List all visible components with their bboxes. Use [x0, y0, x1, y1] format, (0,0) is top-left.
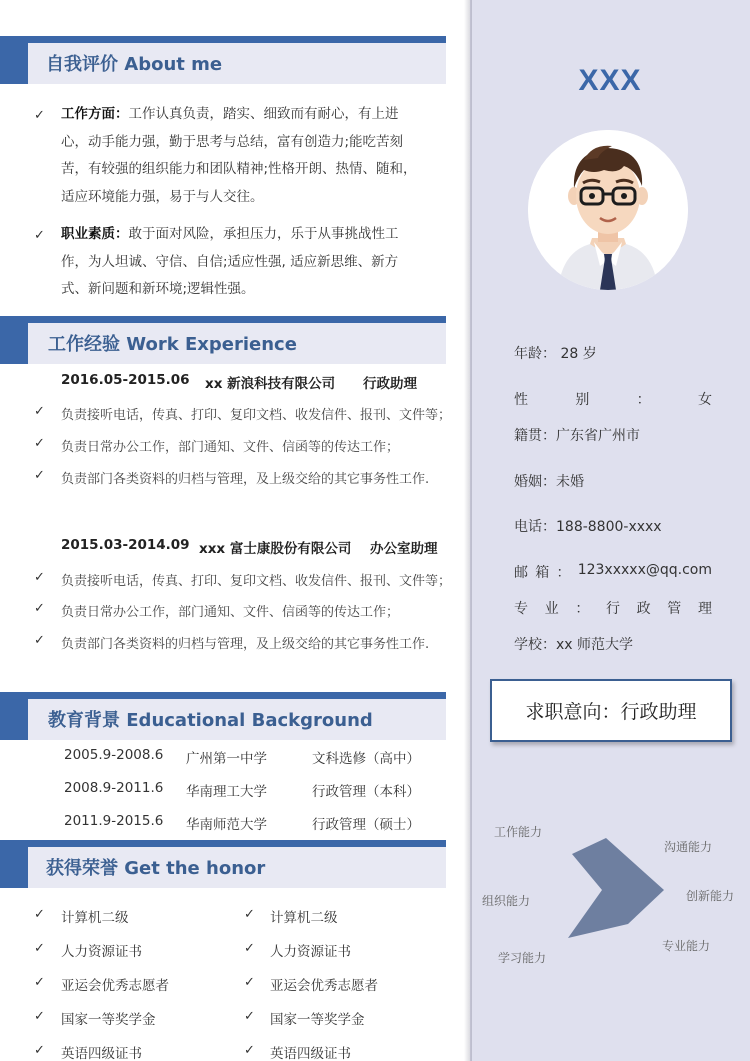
honor-item: 英语四级证书: [270, 1046, 351, 1061]
honor-item: 亚运会优秀志愿者: [270, 978, 378, 994]
about-item-label: 工作方面：: [61, 106, 129, 122]
job-company: xxx 富士康股份有限公司: [199, 541, 352, 557]
origin-field: 籍贯：广东省广州市: [514, 428, 640, 444]
check-icon: ✓: [244, 907, 255, 922]
section-title-work: 工作经验 Work Experience: [48, 334, 297, 355]
job-duty: 负责日常办公工作，部门通知、文件、信函等的传达工作；: [61, 605, 400, 620]
edu-degree: 行政管理（本科）: [312, 784, 420, 800]
email-label-colon: ：: [556, 565, 571, 581]
job-duty: 负责日常办公工作，部门通知、文件、信函等的传达工作；: [61, 440, 400, 455]
school-field: 学校：xx 师范大学: [514, 637, 634, 653]
job-duty: 负责接听电话，传真、打印、复印文档、收发信件、报刊、文件等；: [61, 408, 452, 423]
check-icon: ✓: [244, 941, 255, 956]
honor-item: 国家一等奖学金: [61, 1012, 156, 1028]
edu-school: 华南理工大学: [186, 784, 267, 800]
about-item-label: 职业素质：: [61, 226, 129, 242]
gender-field: [514, 389, 712, 409]
check-icon: ✓: [244, 1043, 255, 1058]
email-value: 123xxxxx@qq.com: [577, 562, 712, 578]
skills-radar-polygon: [568, 838, 664, 938]
section-header-about: [0, 36, 446, 84]
major-value-char: 理: [697, 601, 712, 617]
section-title-honor: 获得荣誉 Get the honor: [46, 858, 266, 879]
job-duty: 负责部门各类资料的归档与管理，及上级交给的其它事务性工作.: [61, 637, 430, 652]
edu-degree: 行政管理（硕士）: [312, 817, 420, 833]
job-objective: 求职意向：行政助理: [490, 679, 732, 742]
marriage-field: 婚姻：未婚: [514, 474, 584, 490]
radar-label-organization: 组织能力: [482, 894, 531, 908]
honor-item: 英语四级证书: [61, 1046, 142, 1061]
section-title-about: 自我评价 About me: [46, 54, 223, 75]
check-icon: ✓: [34, 907, 45, 922]
check-icon: ✓: [34, 1043, 45, 1058]
job-company: xx 新浪科技有限公司: [205, 376, 336, 392]
check-icon: ✓: [34, 404, 45, 419]
edu-school: 华南师范大学: [186, 817, 267, 833]
job-date: 2016.05-2015.06: [61, 372, 190, 388]
email-label-char: 箱: [535, 565, 550, 581]
major-value-char: 行: [605, 601, 620, 617]
job-duty: 负责部门各类资料的归档与管理，及上级交给的其它事务性工作.: [61, 472, 430, 487]
major-value-char: 管: [667, 601, 682, 617]
job-position: 行政助理: [363, 376, 417, 392]
job-duty: 负责接听电话，传真、打印、复印文档、收发信件、报刊、文件等；: [61, 574, 452, 589]
check-icon: ✓: [34, 601, 45, 616]
avatar-illustration-icon: [528, 130, 688, 290]
honor-item: 人力资源证书: [61, 944, 142, 960]
section-title-education: 教育背景 Educational Background: [48, 710, 373, 731]
major-label-colon: ：: [575, 601, 590, 617]
gender-value: 女: [697, 392, 712, 408]
check-icon: ✓: [34, 1009, 45, 1024]
edu-period: 2008.9-2011.6: [64, 780, 164, 796]
edu-period: 2005.9-2008.6: [64, 747, 164, 763]
major-field: [514, 598, 712, 618]
about-item-text: 敢于面对风险，承担压力，乐于从事挑战性工作，为人坦诚、守信、自信;适应性强, 适应新思维、新方式、新问题和新环境;逻辑性强。: [61, 226, 399, 297]
section-header-honor: [0, 840, 446, 888]
check-icon: ✓: [34, 468, 45, 483]
major-label-char: 专: [514, 601, 528, 617]
gender-label-char: 别: [575, 392, 590, 408]
major-value-char: 政: [636, 601, 651, 617]
check-icon: ✓: [34, 108, 45, 123]
radar-label-professional: 专业能力: [662, 939, 711, 953]
job-position: 办公室助理: [370, 541, 438, 557]
skills-radar: [478, 810, 750, 980]
about-item-work: [61, 101, 425, 211]
radar-label-communication: 沟通能力: [664, 840, 713, 854]
email-field: [514, 562, 712, 582]
job-date: 2015.03-2014.09: [61, 537, 190, 553]
honor-item: 计算机二级: [61, 910, 129, 926]
edu-degree: 文科选修（高中）: [312, 751, 420, 767]
about-item-quality: [61, 221, 425, 304]
check-icon: ✓: [34, 975, 45, 990]
honor-item: 亚运会优秀志愿者: [61, 978, 169, 994]
section-header-education: [0, 692, 446, 740]
check-icon: ✓: [34, 570, 45, 585]
avatar: [528, 130, 688, 290]
radar-label-learning: 学习能力: [498, 951, 547, 965]
email-label-char: 邮: [514, 565, 528, 581]
check-icon: ✓: [34, 436, 45, 451]
edu-period: 2011.9-2015.6: [64, 813, 164, 829]
radar-label-work: 工作能力: [494, 825, 543, 839]
honor-item: 人力资源证书: [270, 944, 351, 960]
edu-school: 广州第一中学: [186, 751, 267, 767]
phone-field: 电话：188-8800-xxxx: [514, 519, 662, 535]
check-icon: ✓: [34, 633, 45, 648]
gender-label-colon: ：: [636, 392, 651, 408]
candidate-name: XXX: [578, 64, 642, 97]
radar-label-innovation: 创新能力: [686, 889, 735, 903]
age-field: 年龄： 28 岁: [514, 346, 597, 362]
honor-item: 计算机二级: [270, 910, 338, 926]
check-icon: ✓: [34, 228, 45, 243]
panel-divider: [464, 0, 472, 1061]
gender-label-char: 性: [514, 392, 528, 408]
honor-item: 国家一等奖学金: [270, 1012, 365, 1028]
check-icon: ✓: [244, 1009, 255, 1024]
about-item-text: 工作认真负责，踏实、细致而有耐心，有上进心，动手能力强，勤于思考与总结，富有创造力;能吃苦刻苦，有较强的组织能力和团队精神;性格开朗、热情、随和，适应环境能力强，易于与人交往。: [61, 106, 417, 205]
check-icon: ✓: [244, 975, 255, 990]
section-header-work: [0, 316, 446, 364]
check-icon: ✓: [34, 941, 45, 956]
major-label-char: 业: [544, 601, 559, 617]
